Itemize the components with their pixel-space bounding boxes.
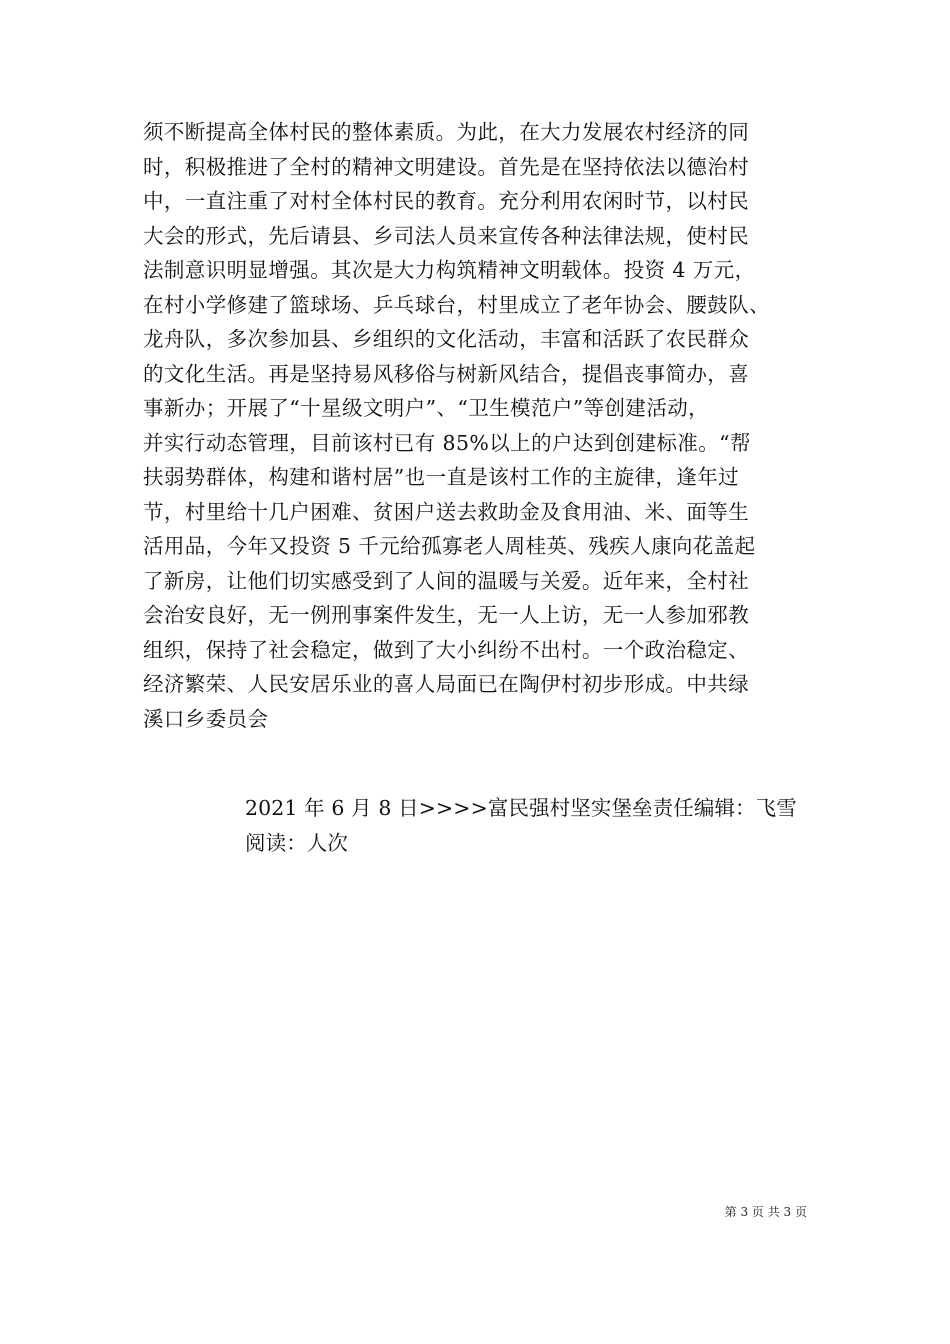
body-line: 经济繁荣、人民安居乐业的喜人局面已在陶伊村初步形成。中共绿 xyxy=(143,672,750,696)
body-line: 会治安良好，无一例刑事案件发生，无一人上访，无一人参加邪教 xyxy=(143,603,750,627)
body-line: 活用品，今年又投资 5 千元给孤寡老人周桂英、残疾人康向花盖起 xyxy=(143,534,756,558)
body-line: 组织，保持了社会稳定，做到了大小纠纷不出村。一个政治稳定、 xyxy=(143,637,750,662)
body-line: 大会的形式，先后请县、乡司法人员来宣传各种法律法规，使村民 xyxy=(143,223,750,248)
page-number: 第 3 页 共 3 页 xyxy=(724,1205,807,1219)
body-line: 并实行动态管理，目前该村已有 85%以上的户达到创建标准。“帮 xyxy=(143,430,751,455)
body-line: 事新办；开展了“十星级文明户”、“卫生模范户”等创建活动， xyxy=(143,396,710,420)
body-line: 了新房，让他们切实感受到了人间的温暖与关爱。近年来，全村社 xyxy=(143,568,750,593)
body-line: 龙舟队，多次参加县、乡组织的文化活动，丰富和活跃了农民群众 xyxy=(143,327,750,351)
body-line: 须不断提高全体村民的整体素质。为此，在大力发展农村经济的同 xyxy=(143,120,750,144)
body-line: 节，村里给十几户困难、贫困户送去救助金及食用油、米、面等生 xyxy=(143,499,750,524)
body-line: 扶弱势群体，构建和谐村居”也一直是该村工作的主旋律，逢年过 xyxy=(143,465,740,489)
article-meta xyxy=(245,791,797,860)
date-editor-line: 2021 年 6 月 8 日>>>>富民强村坚实堡垒责任编辑：飞雪 xyxy=(245,796,797,820)
body-line: 的文化生活。再是坚持易风移俗与树新风结合，提倡丧事简办，喜 xyxy=(143,361,750,386)
body-line: 溪口乡委员会 xyxy=(143,706,269,731)
body-line: 时，积极推进了全村的精神文明建设。首先是在坚持依法以德治村 xyxy=(143,154,750,179)
body-line: 中，一直注重了对村全体村民的教育。充分利用农闲时节，以村民 xyxy=(143,189,750,213)
body-line: 在村小学修建了篮球场、乒乓球台，村里成立了老年协会、腰鼓队、 xyxy=(143,292,770,317)
body-paragraph xyxy=(143,115,813,736)
read-count-line: 阅读：人次 xyxy=(245,830,348,855)
body-line: 法制意识明显增强。其次是大力构筑精神文明载体。投资 4 万元， xyxy=(143,258,756,282)
